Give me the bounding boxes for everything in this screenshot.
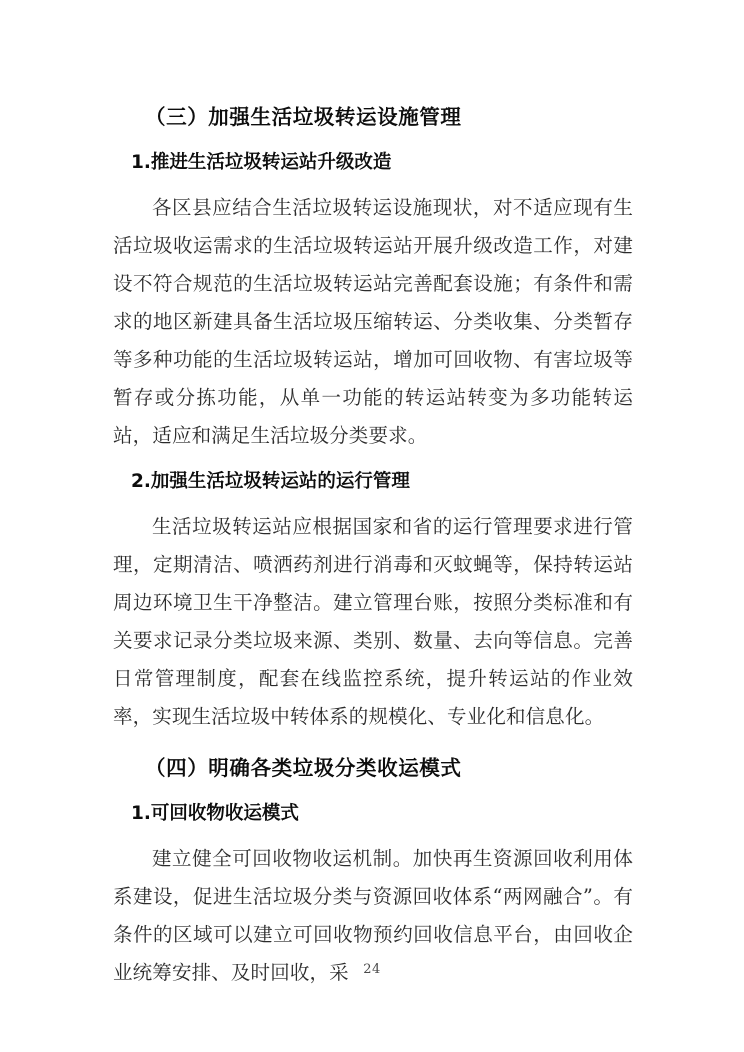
- paragraph-1-2: 生活垃圾转运站应根据国家和省的运行管理要求进行管理，定期清洁、喷洒药剂进行消毒和灭蚊蝇等，保持转运站周边环境卫生干净整洁。建立管理台账，按照分类标准和有关要求记录分类垃圾来源、类别、数量、去向等信息。完善日常管理制度，配套在线监控系统，提升转运站的作业效率，实现生活垃圾中转体系的规模化、专业化和信息化。: [113, 515, 633, 728]
- page-number: 24: [363, 962, 381, 977]
- paragraph-2-1: 建立健全可回收物收运机制。加快再生资源回收利用体系建设，促进生活垃圾分类与资源回收体系“两网融合”。有条件的区域可以建立可回收物预约回收信息平台，由回收企业统筹安排、及时回收，采: [113, 847, 633, 984]
- subheading-1-1: 1.推进生活垃圾转运站升级改造: [131, 152, 392, 173]
- subheading-2-1: 1.可回收物收运模式: [131, 803, 299, 824]
- paragraph-1-1: 各区县应结合生活垃圾转运设施现状，对不适应现有生活垃圾收运需求的生活垃圾转运站开展升级改造工作，对建设不符合规范的生活垃圾转运站完善配套设施；有条件和需求的地区新建具备生活垃圾压缩转运、分类收集、分类暂存等多种功能的生活垃圾转运站，增加可回收物、有害垃圾等暂存或分拣功能，从单一功能的转运站转变为多功能转运站，适应和满足生活垃圾分类要求。: [113, 196, 633, 447]
- heading-section-four: （四）明确各类垃圾分类收运模式: [145, 756, 462, 780]
- heading-section-three: （三）加强生活垃圾转运设施管理: [145, 105, 462, 129]
- page-content: [113, 98, 633, 992]
- subheading-1-2: 2.加强生活垃圾转运站的运行管理: [131, 471, 410, 492]
